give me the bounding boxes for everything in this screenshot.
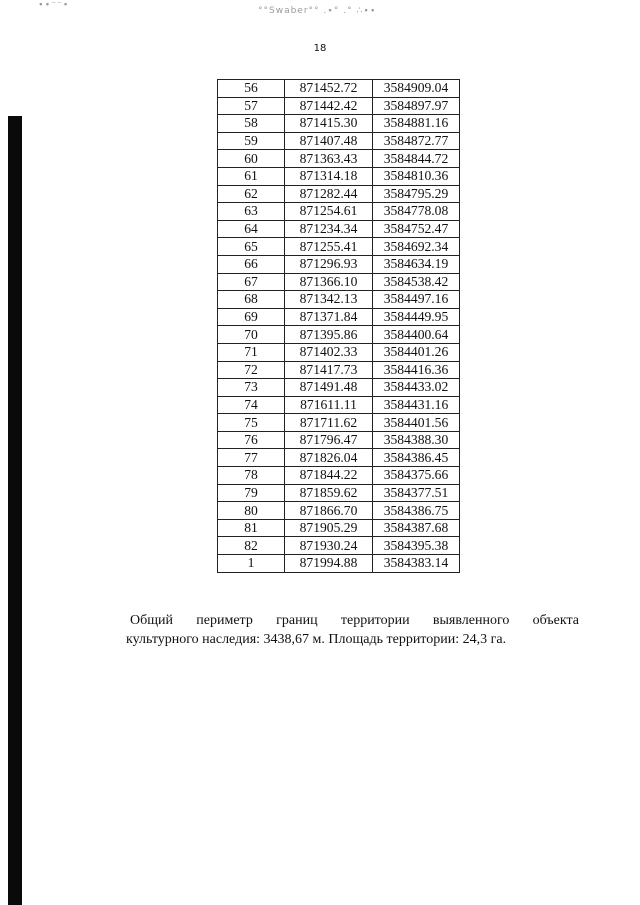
point-number-cell: 71 <box>218 343 285 361</box>
y-coordinate-cell: 3584386.75 <box>373 502 460 520</box>
coordinates-table <box>217 79 460 573</box>
table-row <box>218 97 460 115</box>
x-coordinate-cell: 871366.10 <box>285 273 373 291</box>
x-coordinate-cell: 871255.41 <box>285 238 373 256</box>
table-row <box>218 361 460 379</box>
point-number-cell: 68 <box>218 291 285 309</box>
page-number: 18 <box>313 43 327 54</box>
y-coordinate-cell: 3584375.66 <box>373 467 460 485</box>
point-number-cell: 82 <box>218 537 285 555</box>
y-coordinate-cell: 3584844.72 <box>373 150 460 168</box>
table-row <box>218 502 460 520</box>
x-coordinate-cell: 871844.22 <box>285 467 373 485</box>
y-coordinate-cell: 3584401.56 <box>373 414 460 432</box>
x-coordinate-cell: 871234.34 <box>285 220 373 238</box>
point-number-cell: 77 <box>218 449 285 467</box>
x-coordinate-cell: 871611.11 <box>285 396 373 414</box>
y-coordinate-cell: 3584795.29 <box>373 185 460 203</box>
y-coordinate-cell: 3584431.16 <box>373 396 460 414</box>
table-row <box>218 255 460 273</box>
x-coordinate-cell: 871491.48 <box>285 379 373 397</box>
y-coordinate-cell: 3584810.36 <box>373 167 460 185</box>
point-number-cell: 81 <box>218 519 285 537</box>
point-number-cell: 1 <box>218 555 285 573</box>
x-coordinate-cell: 871296.93 <box>285 255 373 273</box>
point-number-cell: 79 <box>218 484 285 502</box>
table-row <box>218 291 460 309</box>
y-coordinate-cell: 3584377.51 <box>373 484 460 502</box>
summary-text <box>126 611 579 649</box>
y-coordinate-cell: 3584881.16 <box>373 115 460 133</box>
x-coordinate-cell: 871994.88 <box>285 555 373 573</box>
x-coordinate-cell: 871254.61 <box>285 203 373 221</box>
table-row <box>218 185 460 203</box>
point-number-cell: 66 <box>218 255 285 273</box>
y-coordinate-cell: 3584897.97 <box>373 97 460 115</box>
x-coordinate-cell: 871905.29 <box>285 519 373 537</box>
point-number-cell: 72 <box>218 361 285 379</box>
x-coordinate-cell: 871402.33 <box>285 343 373 361</box>
table-row <box>218 150 460 168</box>
point-number-cell: 70 <box>218 326 285 344</box>
table-row <box>218 203 460 221</box>
x-coordinate-cell: 871363.43 <box>285 150 373 168</box>
scan-top-stamp: °°Swaber°° .∙° .° ∴∙∙ <box>258 6 377 16</box>
point-number-cell: 73 <box>218 379 285 397</box>
table-row <box>218 115 460 133</box>
y-coordinate-cell: 3584395.38 <box>373 537 460 555</box>
y-coordinate-cell: 3584386.45 <box>373 449 460 467</box>
table-row <box>218 519 460 537</box>
summary-line-2: культурного наследия: 3438,67 м. Площадь территории: 24,3 га. <box>126 632 507 647</box>
table-row <box>218 396 460 414</box>
table-row <box>218 80 460 98</box>
x-coordinate-cell: 871395.86 <box>285 326 373 344</box>
scan-corner-mark: ∙∙⁻⁻∙ <box>38 0 70 10</box>
table-row <box>218 449 460 467</box>
x-coordinate-cell: 871866.70 <box>285 502 373 520</box>
y-coordinate-cell: 3584778.08 <box>373 203 460 221</box>
table-row <box>218 484 460 502</box>
y-coordinate-cell: 3584752.47 <box>373 220 460 238</box>
y-coordinate-cell: 3584388.30 <box>373 431 460 449</box>
table-row <box>218 326 460 344</box>
point-number-cell: 74 <box>218 396 285 414</box>
x-coordinate-cell: 871415.30 <box>285 115 373 133</box>
table-row <box>218 537 460 555</box>
point-number-cell: 61 <box>218 167 285 185</box>
point-number-cell: 80 <box>218 502 285 520</box>
x-coordinate-cell: 871442.42 <box>285 97 373 115</box>
point-number-cell: 57 <box>218 97 285 115</box>
y-coordinate-cell: 3584497.16 <box>373 291 460 309</box>
x-coordinate-cell: 871452.72 <box>285 80 373 98</box>
y-coordinate-cell: 3584416.36 <box>373 361 460 379</box>
y-coordinate-cell: 3584909.04 <box>373 80 460 98</box>
table-row <box>218 238 460 256</box>
x-coordinate-cell: 871796.47 <box>285 431 373 449</box>
y-coordinate-cell: 3584449.95 <box>373 308 460 326</box>
y-coordinate-cell: 3584387.68 <box>373 519 460 537</box>
x-coordinate-cell: 871342.13 <box>285 291 373 309</box>
table-row <box>218 273 460 291</box>
x-coordinate-cell: 871371.84 <box>285 308 373 326</box>
table-row <box>218 467 460 485</box>
y-coordinate-cell: 3584538.42 <box>373 273 460 291</box>
coordinates-table-body <box>218 80 460 573</box>
table-row <box>218 220 460 238</box>
y-coordinate-cell: 3584634.19 <box>373 255 460 273</box>
point-number-cell: 62 <box>218 185 285 203</box>
x-coordinate-cell: 871711.62 <box>285 414 373 432</box>
y-coordinate-cell: 3584400.64 <box>373 326 460 344</box>
point-number-cell: 64 <box>218 220 285 238</box>
x-coordinate-cell: 871859.62 <box>285 484 373 502</box>
point-number-cell: 78 <box>218 467 285 485</box>
table-row <box>218 431 460 449</box>
scan-edge-bar <box>8 116 22 905</box>
x-coordinate-cell: 871826.04 <box>285 449 373 467</box>
table-row <box>218 343 460 361</box>
point-number-cell: 59 <box>218 132 285 150</box>
table-row <box>218 379 460 397</box>
y-coordinate-cell: 3584383.14 <box>373 555 460 573</box>
y-coordinate-cell: 3584401.26 <box>373 343 460 361</box>
table-row <box>218 167 460 185</box>
x-coordinate-cell: 871930.24 <box>285 537 373 555</box>
x-coordinate-cell: 871282.44 <box>285 185 373 203</box>
summary-line-1: Общий периметр границ территории выявленного объекта <box>130 613 579 628</box>
y-coordinate-cell: 3584433.02 <box>373 379 460 397</box>
y-coordinate-cell: 3584872.77 <box>373 132 460 150</box>
table-row <box>218 132 460 150</box>
point-number-cell: 58 <box>218 115 285 133</box>
point-number-cell: 56 <box>218 80 285 98</box>
table-row <box>218 308 460 326</box>
table-row <box>218 555 460 573</box>
x-coordinate-cell: 871407.48 <box>285 132 373 150</box>
point-number-cell: 76 <box>218 431 285 449</box>
table-row <box>218 414 460 432</box>
point-number-cell: 65 <box>218 238 285 256</box>
point-number-cell: 60 <box>218 150 285 168</box>
point-number-cell: 67 <box>218 273 285 291</box>
point-number-cell: 69 <box>218 308 285 326</box>
x-coordinate-cell: 871417.73 <box>285 361 373 379</box>
x-coordinate-cell: 871314.18 <box>285 167 373 185</box>
point-number-cell: 75 <box>218 414 285 432</box>
point-number-cell: 63 <box>218 203 285 221</box>
y-coordinate-cell: 3584692.34 <box>373 238 460 256</box>
